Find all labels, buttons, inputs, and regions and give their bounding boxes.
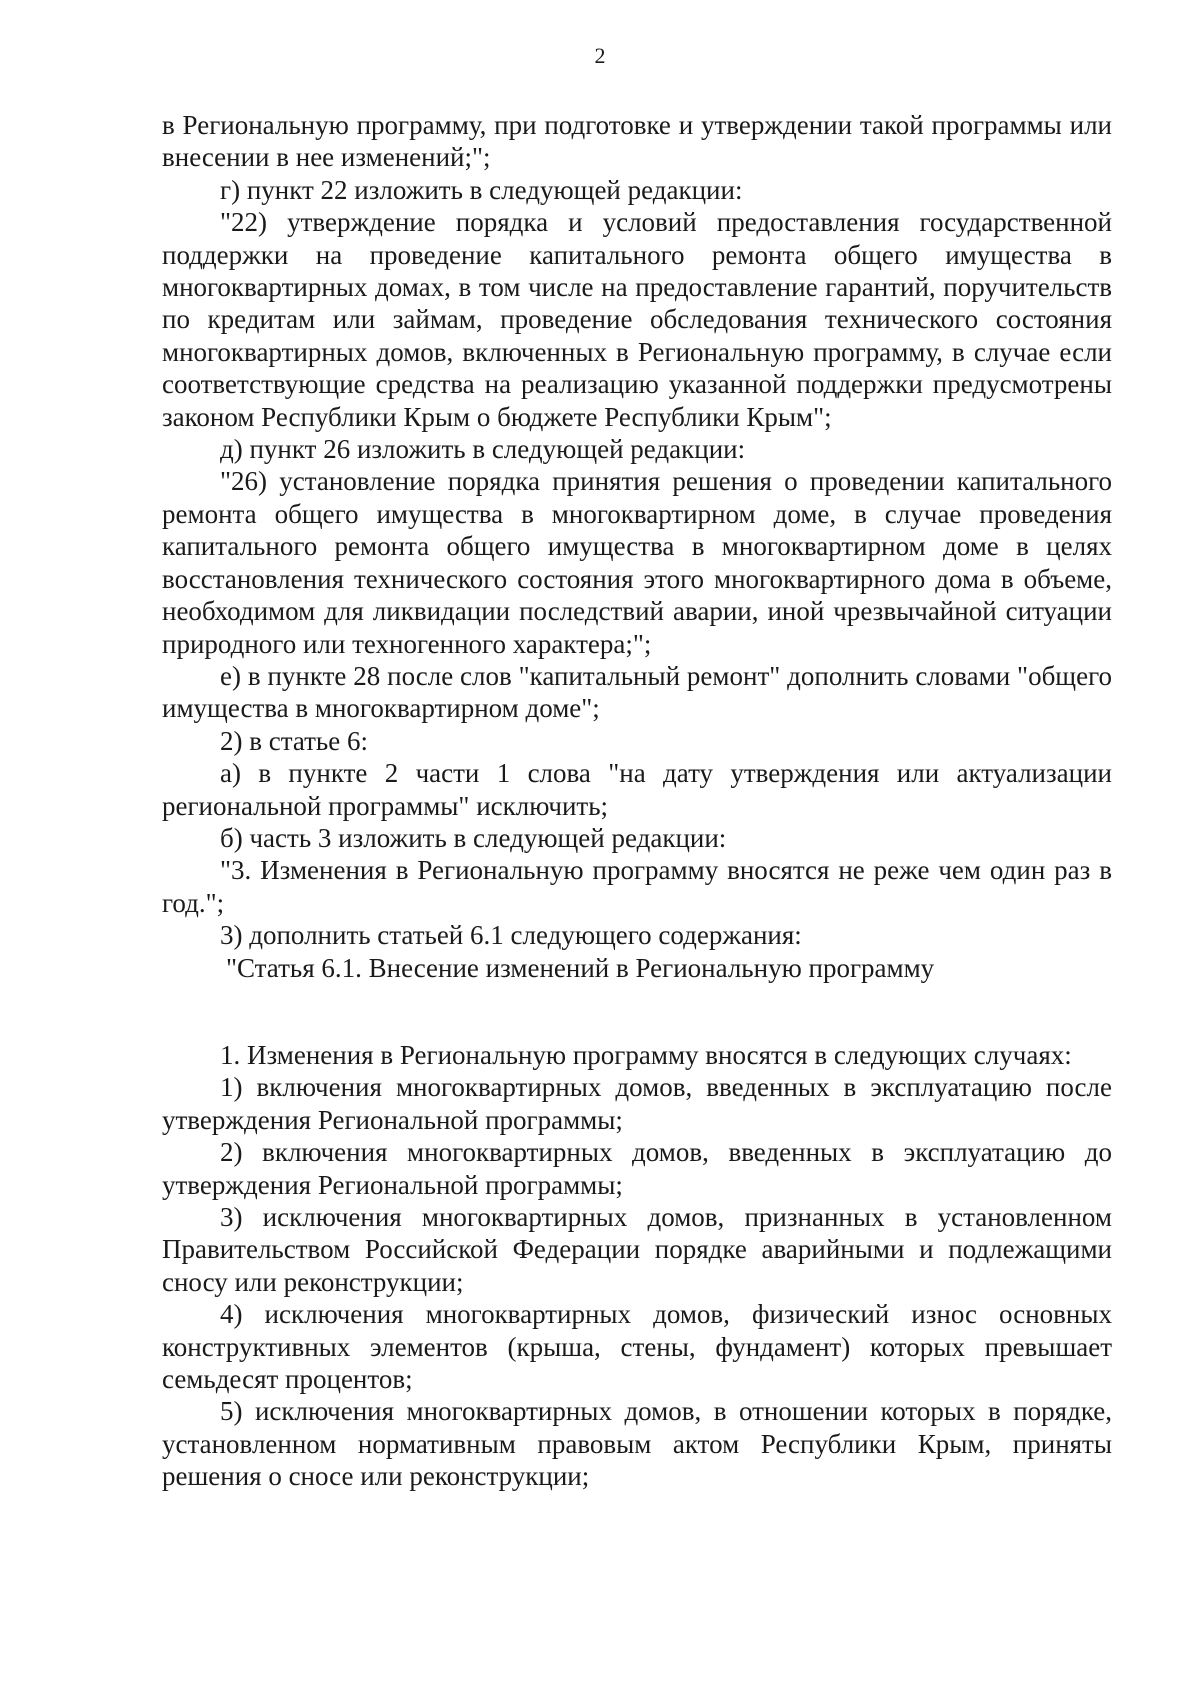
paragraph: "26) установление порядка принятия решения о проведении капитального ремонта общего имущества в многоквартирном доме, в случае проведения капитального ремонта общего имущества в многоквартирном доме в целях восстановления технического состояния этого многоквартирного дома в объеме, необходимом для ликвидации последствий аварии, иной чрезвычайной ситуации природного или техногенного характера;"; bbox=[162, 466, 1112, 659]
paragraph: 2) включения многоквартирных домов, введенных в эксплуатацию до утверждения Региональной программы; bbox=[162, 1137, 1112, 1200]
paragraphs-bottom bbox=[162, 1039, 1112, 1493]
paragraphs-top bbox=[162, 109, 1112, 952]
paragraph: "3. Изменения в Региональную программу вносятся не реже чем один раз в год."; bbox=[162, 855, 1112, 918]
paragraph: 1. Изменения в Региональную программу вносятся в следующих случаях: bbox=[220, 1039, 1072, 1070]
paragraph: 3) дополнить статьей 6.1 следующего содержания: bbox=[220, 920, 802, 951]
paragraph: а) в пункте 2 части 1 слова "на дату утверждения или актуализации региональной программы" исключить; bbox=[162, 758, 1112, 821]
paragraph: 1) включения многоквартирных домов, введенных в эксплуатацию после утверждения Региональной программы; bbox=[162, 1072, 1112, 1135]
spacer bbox=[162, 984, 1112, 1039]
paragraph: е) в пункте 28 после слов "капитальный ремонт" дополнить словами "общего имущества в многоквартирном доме"; bbox=[162, 660, 1112, 724]
paragraph: 2) в статье 6: bbox=[220, 725, 368, 756]
paragraph: д) пункт 26 изложить в следующей редакции: bbox=[220, 434, 746, 465]
paragraph: 5) исключения многоквартирных домов, в отношении которых в порядке, установленном нормативным правовым актом Республики Крым, приняты решения о сносе или реконструкции; bbox=[162, 1396, 1112, 1492]
paragraph: б) часть 3 изложить в следующей редакции: bbox=[220, 822, 727, 853]
paragraph: г) пункт 22 изложить в следующей редакции: bbox=[220, 174, 743, 205]
article-heading: "Статья 6.1. Внесение изменений в Региональную программу bbox=[226, 952, 935, 983]
page-number: 2 bbox=[594, 43, 606, 68]
paragraph: 3) исключения многоквартирных домов, признанных в установленном Правительством Российской Федерации порядке аварийными и подлежащими сносу или реконструкции; bbox=[162, 1202, 1112, 1297]
paragraph: в Региональную программу, при подготовке и утверждении такой программы или внесении в нее изменений;"; bbox=[162, 110, 1112, 173]
document-body bbox=[162, 109, 1112, 1493]
paragraph: "22) утверждение порядка и условий предоставления государственной поддержки на проведение капитального ремонта общего имущества в многоквартирных домах, в том числе на предоставление гарантий, поручительств по кредитам или займам, проведение обследования технического состояния многоквартирных домов, включенных в Региональную программу, в случае если соответствующие средства на реализацию указанной поддержки предусмотрены законом Республики Крым о бюджете Республики Крым"; bbox=[162, 207, 1112, 432]
paragraph: 4) исключения многоквартирных домов, физический износ основных конструктивных элементов (крыша, стены, фундамент) которых превышает семьдесят процентов; bbox=[162, 1299, 1112, 1395]
